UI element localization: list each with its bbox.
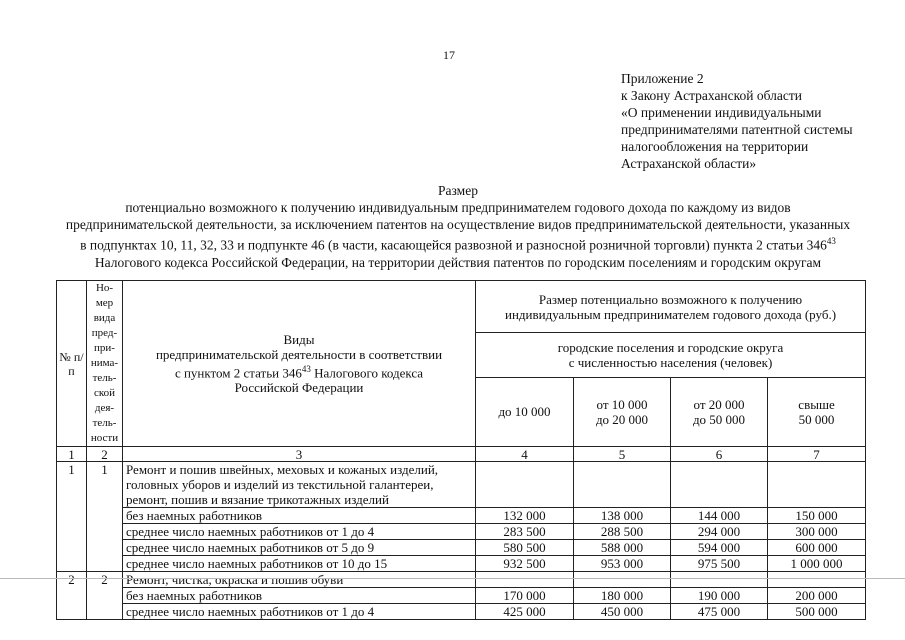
empty-value-cell: [768, 572, 866, 588]
appendix-line: налогообложения на территории: [621, 139, 809, 154]
header-population-line: городские поселения и городские округа: [557, 340, 784, 356]
income-value: 594 000: [671, 540, 768, 556]
appendix-line: Астраханской области»: [621, 156, 757, 171]
header-activity-type-text: с пунктом 2 статьи 346: [174, 365, 302, 381]
column-number: 7: [768, 447, 866, 462]
header-activity-code-line: ской: [93, 387, 116, 399]
header-population-band: [476, 377, 574, 446]
row-label: без наемных работников: [123, 508, 476, 524]
income-value: 1 000 000: [768, 556, 866, 572]
income-value: 450 000: [574, 604, 671, 620]
income-value: 288 500: [574, 524, 671, 540]
column-numbers-row: [57, 447, 866, 462]
header-income-line: индивидуальным предпринимателем годового дохода (руб.): [505, 306, 837, 322]
header-population-band: [768, 377, 866, 446]
empty-value-cell: [476, 462, 574, 508]
income-value: 170 000: [476, 588, 574, 604]
income-value: 150 000: [768, 508, 866, 524]
column-number: 4: [476, 447, 574, 462]
header-activity-code-line: ности: [90, 432, 119, 444]
document-title: [50, 182, 866, 271]
income-value: 190 000: [671, 588, 768, 604]
header-population-band-line: до 50 000: [692, 411, 746, 427]
column-number: 1: [57, 447, 87, 462]
header-activity-code-line: тель-: [92, 417, 117, 429]
header-population-band-line: до 10 000: [498, 404, 551, 420]
title-line-text: в подпунктах 10, 11, 32, 33 и подпункте 46 (в части, касающейся развозной и разносной розничной торговли) пункта 2 статьи 346: [80, 237, 827, 253]
header-activity-code-line: дея-: [94, 402, 115, 414]
income-value: 953 000: [574, 556, 671, 572]
column-number: 6: [671, 447, 768, 462]
income-value: 132 000: [476, 508, 574, 524]
header-activity-code-line: пред-: [91, 327, 118, 339]
activity-name-line: ремонт, пошив и вязание трикотажных изделий: [126, 492, 389, 507]
header-activity-code-line: тель-: [92, 372, 117, 384]
title-heading: Размер: [438, 183, 478, 198]
header-population-band-line: от 20 000: [693, 396, 745, 412]
title-line: предпринимательской деятельности, за исключением патентов на осуществление видов предпринимательской деятельности, указанных: [65, 217, 851, 232]
header-superscript: 43: [301, 363, 311, 374]
appendix-line: предпринимателями патентной системы: [621, 122, 853, 137]
appendix-line: к Закону Астраханской области: [621, 88, 803, 103]
header-population: [476, 333, 866, 378]
income-value: 425 000: [476, 604, 574, 620]
column-number: 2: [87, 447, 123, 462]
scan-divider: [0, 578, 905, 579]
income-value: 294 000: [671, 524, 768, 540]
income-value: 180 000: [574, 588, 671, 604]
title-superscript: 43: [826, 236, 836, 246]
row-activity-code: 2: [87, 572, 123, 620]
table-body: [57, 462, 866, 620]
appendix-line: Приложение 2: [621, 71, 704, 86]
row-activity-code: 1: [87, 462, 123, 572]
income-value: 200 000: [768, 588, 866, 604]
header-activity-type-line: Виды: [283, 331, 315, 347]
table-row: [57, 524, 866, 540]
header-activity-type-line: Российской Федерации: [234, 380, 364, 396]
header-activity-code-line: при-: [94, 342, 115, 354]
empty-value-cell: [671, 572, 768, 588]
table-row: [57, 556, 866, 572]
column-number: 3: [123, 447, 476, 462]
header-activity-code-line: вида: [93, 312, 116, 324]
activity-name: [123, 572, 476, 588]
activity-name-line: Ремонт и пошив швейных, меховых и кожаных изделий,: [126, 462, 439, 477]
row-number: 2: [57, 572, 87, 620]
row-label: без наемных работников: [123, 588, 476, 604]
row-number: 1: [57, 462, 87, 572]
header-population-band-line: от 10 000: [596, 396, 648, 412]
header-activity-type-text: Налогового кодекса: [310, 365, 424, 381]
empty-value-cell: [574, 572, 671, 588]
header-activity-code-line: Но-: [95, 282, 114, 294]
header-activity-code: [87, 281, 123, 447]
table-row-group-title: [57, 462, 866, 508]
title-line: потенциально возможного к получению индивидуальным предпринимателем годового дохода по каждому из видов: [125, 200, 791, 215]
activity-name-line: Ремонт, чистка, окраска и пошив обуви: [126, 572, 344, 587]
income-value: 580 500: [476, 540, 574, 556]
income-value: 300 000: [768, 524, 866, 540]
income-table: [56, 280, 866, 620]
header-number: № п/п: [57, 281, 87, 447]
empty-value-cell: [476, 572, 574, 588]
header-activity-code-lines: [90, 281, 119, 446]
income-value: 588 000: [574, 540, 671, 556]
income-value: 138 000: [574, 508, 671, 524]
header-population-band: [574, 377, 671, 446]
row-label: среднее число наемных работников от 1 до 4: [123, 524, 476, 540]
income-value: 144 000: [671, 508, 768, 524]
empty-value-cell: [768, 462, 866, 508]
income-value: 283 500: [476, 524, 574, 540]
income-value: 975 500: [671, 556, 768, 572]
row-label: среднее число наемных работников от 1 до 4: [123, 604, 476, 620]
page-number: 17: [443, 48, 455, 62]
header-income-line: Размер потенциально возможного к получению: [538, 291, 803, 307]
header-population-band-line: 50 000: [798, 411, 835, 427]
table-row-group-title: [57, 572, 866, 588]
header-population-line: с численностью населения (человек): [568, 355, 773, 371]
empty-value-cell: [671, 462, 768, 508]
header-population-band-line: до 20 000: [595, 411, 649, 427]
empty-value-cell: [574, 462, 671, 508]
title-line: Налогового кодекса Российской Федерации, на территории действия патентов по городским поселениям и городским округам: [94, 254, 822, 270]
appendix-line: «О применении индивидуальными: [621, 105, 822, 120]
header-activity-type: [123, 281, 476, 447]
header-population-band-line: свыше: [798, 396, 835, 412]
appendix-note: [621, 70, 901, 172]
income-value: 475 000: [671, 604, 768, 620]
header-activity-code-line: мер: [95, 297, 114, 309]
activity-name-line: головных уборов и изделий из текстильной галантереи,: [126, 477, 434, 492]
table-row: [57, 588, 866, 604]
income-value: 500 000: [768, 604, 866, 620]
header-activity-type-line: [126, 362, 472, 380]
activity-name: [123, 462, 476, 508]
table-row: [57, 540, 866, 556]
income-value: 932 500: [476, 556, 574, 572]
header-activity-type-line: предпринимательской деятельности в соответствии: [155, 346, 443, 362]
row-label: среднее число наемных работников от 5 до 9: [123, 540, 476, 556]
header-income: [476, 281, 866, 333]
table-row: [57, 604, 866, 620]
header-population-band: [671, 377, 768, 446]
header-activity-code-line: нима-: [90, 357, 119, 369]
column-number: 5: [574, 447, 671, 462]
income-value: 600 000: [768, 540, 866, 556]
row-label: среднее число наемных работников от 10 до 15: [123, 556, 476, 572]
table-row: [57, 508, 866, 524]
title-line: [50, 233, 866, 254]
